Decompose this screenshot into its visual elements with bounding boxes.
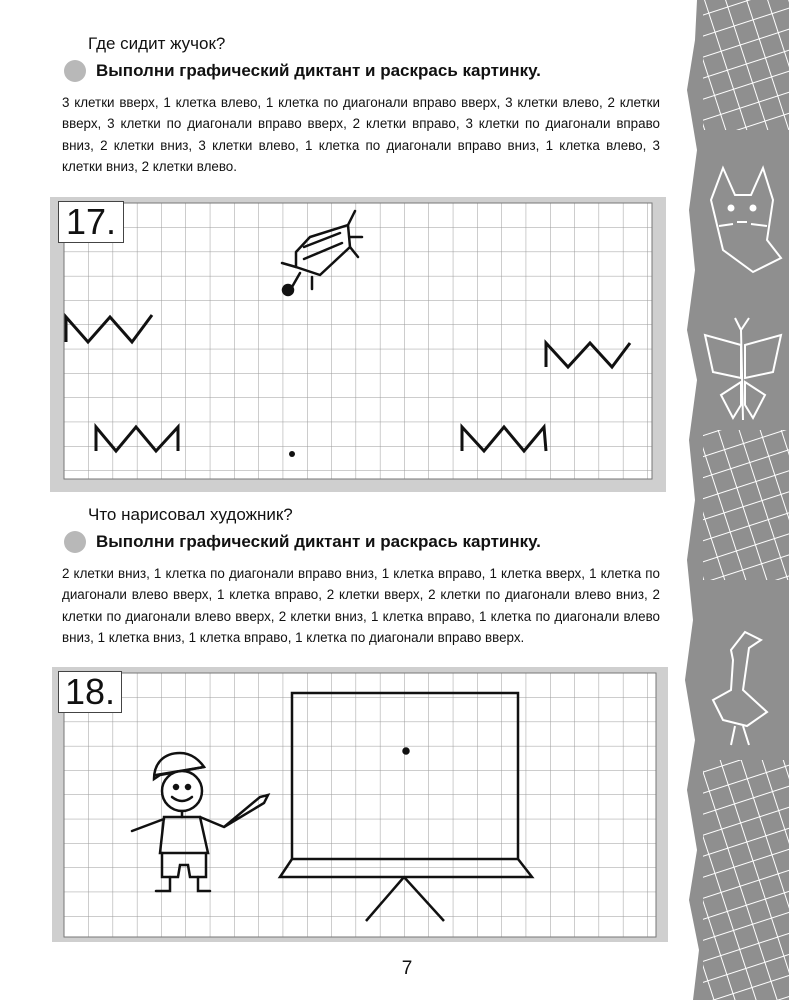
task-instruction-18 <box>64 531 541 553</box>
question-18: Что нарисовал художник? <box>88 505 293 524</box>
question-17: Где сидит жучок? <box>88 34 226 53</box>
task-text: Выполни графический диктант и раскрась картинку. <box>96 532 541 551</box>
dictation-text-17: 3 клетки вверх, 1 клетка влево, 1 клетка по диагонали вправо вверх, 3 клетки влево, 2 клетки вверх, 3 клетки по диагонали вправо вверх, 2 клетки вправо, 3 клетки по диагонали вправо вниз, 2 клетки вниз, 3 клетки влево, 1 клетка по диагонали вправо вниз, 1 клетка влево, 3 клетки вниз, 2 клетки влево. <box>62 95 660 174</box>
exercise-17-frame <box>50 197 666 492</box>
start-dot <box>289 451 295 457</box>
grid-17 <box>50 197 666 492</box>
task-text: Выполни графический диктант и раскрась картинку. <box>96 61 541 80</box>
decorative-side-strip <box>683 0 789 1000</box>
exercise-number-18: 18. <box>58 671 122 713</box>
exercise-18-frame <box>52 667 668 942</box>
dictation-text-18: 2 клетки вниз, 1 клетка по диагонали вправо вниз, 1 клетка вправо, 1 клетка вверх, 1 клетка по диагонали влево вверх, 1 клетка вправо, 2 клетки вверх, 2 клетки по диагонали влево вниз, 2 клетки по диагонали влево вверх, 2 клетки вниз, 1 клетка вправо, 1 клетка по диагонали влево вниз, 1 клетка вниз, 1 клетка вправо, 1 клетка по диагонали вправо вверх. <box>62 566 660 645</box>
page-number: 7 <box>401 958 413 979</box>
bullet-icon <box>64 531 86 553</box>
grid-18 <box>52 667 668 942</box>
task-instruction-17 <box>64 60 541 82</box>
exercise-number-17: 17. <box>58 201 124 243</box>
bullet-icon <box>64 60 86 82</box>
